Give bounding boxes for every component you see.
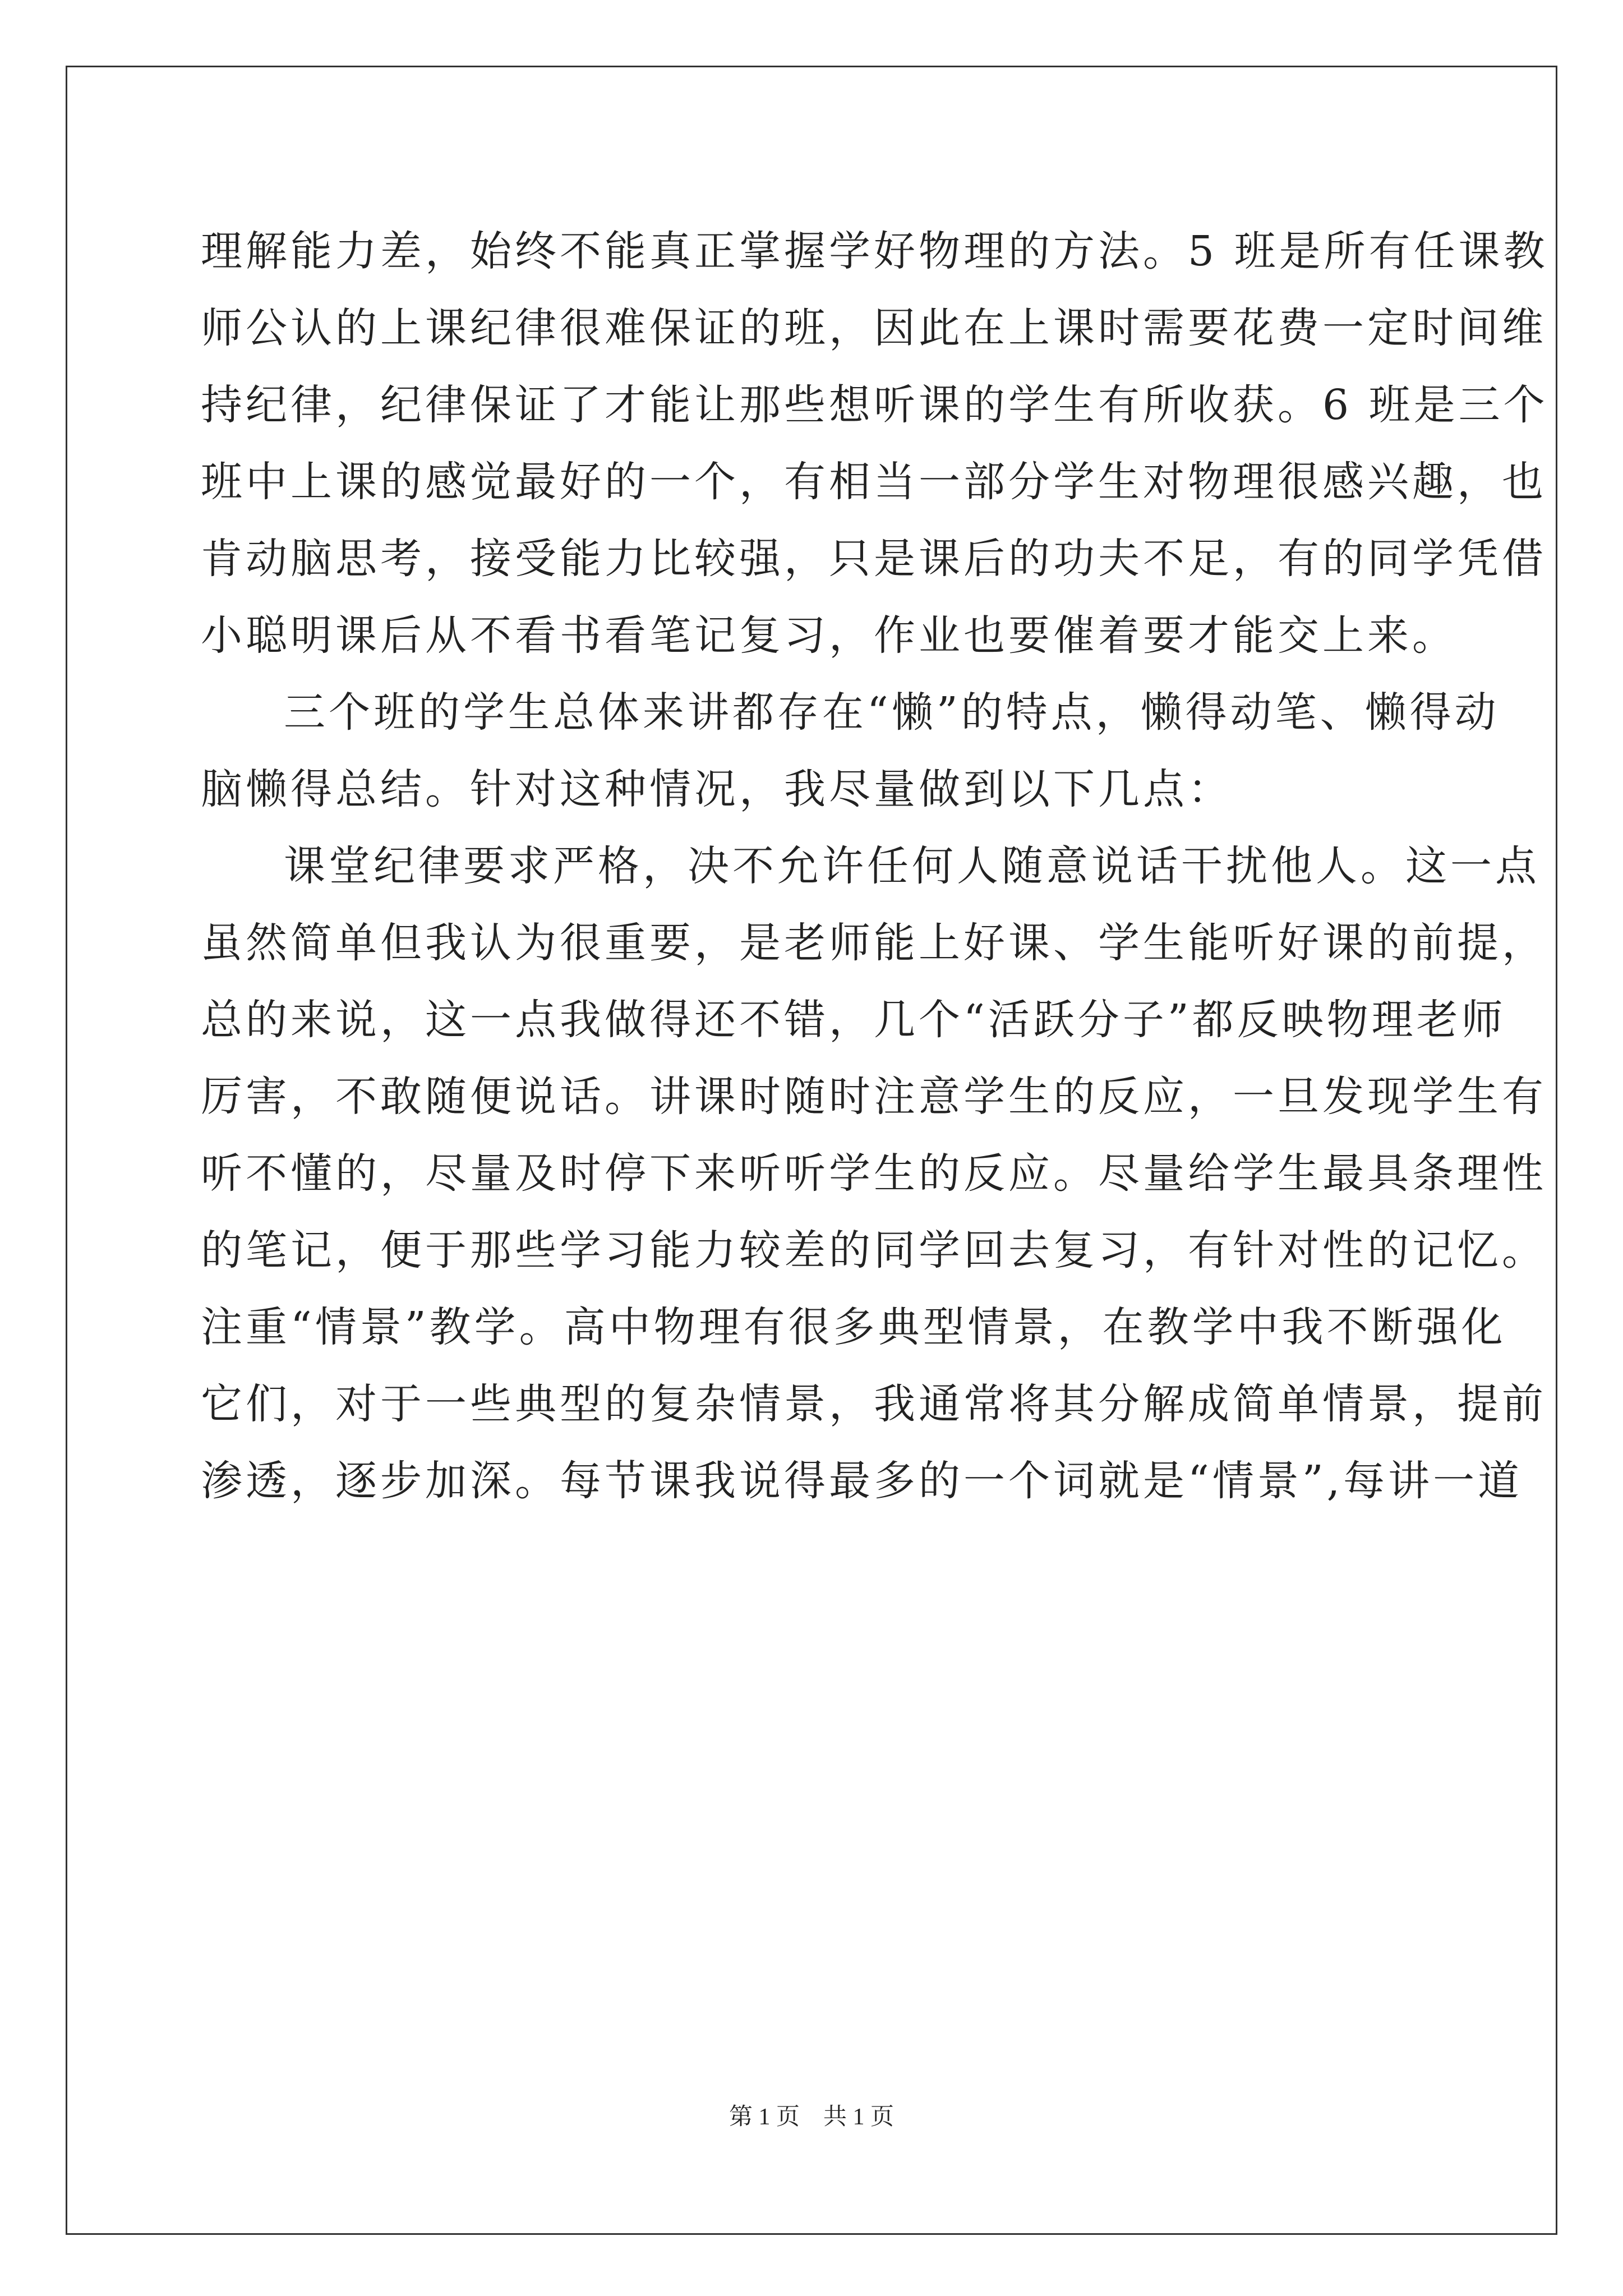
paragraph-line: 注重“情景”教学。高中物理有很多典型情景，在教学中我不断强化	[201, 1303, 1506, 1351]
page-number-footer: 第 1 页 共 1 页	[728, 2104, 894, 2130]
paragraph-line: 小聪明课后从不看书看笔记复习，作业也要催着要才能交上来。	[201, 611, 1457, 660]
paragraph-line: 的笔记，便于那些学习能力较差的同学回去复习，有针对性的记忆。	[201, 1226, 1547, 1274]
paragraph-line: 三个班的学生总体来讲都存在“懒”的特点，懒得动笔、懒得动	[284, 688, 1500, 737]
paragraph-line: 持纪律，纪律保证了才能让那些想听课的学生有所收获。6 班是三个	[201, 381, 1548, 429]
paragraph-line: 师公认的上课纪律很难保证的班，因此在上课时需要花费一定时间维	[201, 304, 1547, 352]
paragraph-line: 肯动脑思考，接受能力比较强，只是课后的功夫不足，有的同学凭借	[201, 535, 1547, 583]
paragraph-line: 它们，对于一些典型的复杂情景，我通常将其分解成简单情景，提前	[201, 1380, 1547, 1428]
paragraph-line: 听不懂的，尽量及时停下来听听学生的反应。尽量给学生最具条理性	[201, 1149, 1547, 1198]
paragraph-line: 课堂纪律要求严格，决不允许任何人随意说话干扰他人。这一点	[284, 842, 1540, 890]
paragraph-line: 脑懒得总结。针对这种情况，我尽量做到以下几点：	[201, 765, 1233, 813]
paragraph-line: 总的来说，这一点我做得还不错，几个“活跃分子”都反映物理老师	[201, 996, 1506, 1044]
paragraph-line: 虽然简单但我认为很重要，是老师能上好课、学生能听好课的前提，	[201, 919, 1547, 967]
paragraph-line: 班中上课的感觉最好的一个，有相当一部分学生对物理很感兴趣，也	[201, 458, 1547, 506]
paragraph-line: 渗透，逐步加深。每节课我说得最多的一个词就是“情景”,每讲一道	[201, 1457, 1523, 1505]
paragraph-line: 厉害，不敢随便说话。讲课时随时注意学生的反应，一旦发现学生有	[201, 1073, 1547, 1121]
paragraph-line: 理解能力差，始终不能真正掌握学好物理的方法。5 班是所有任课教	[201, 227, 1548, 275]
